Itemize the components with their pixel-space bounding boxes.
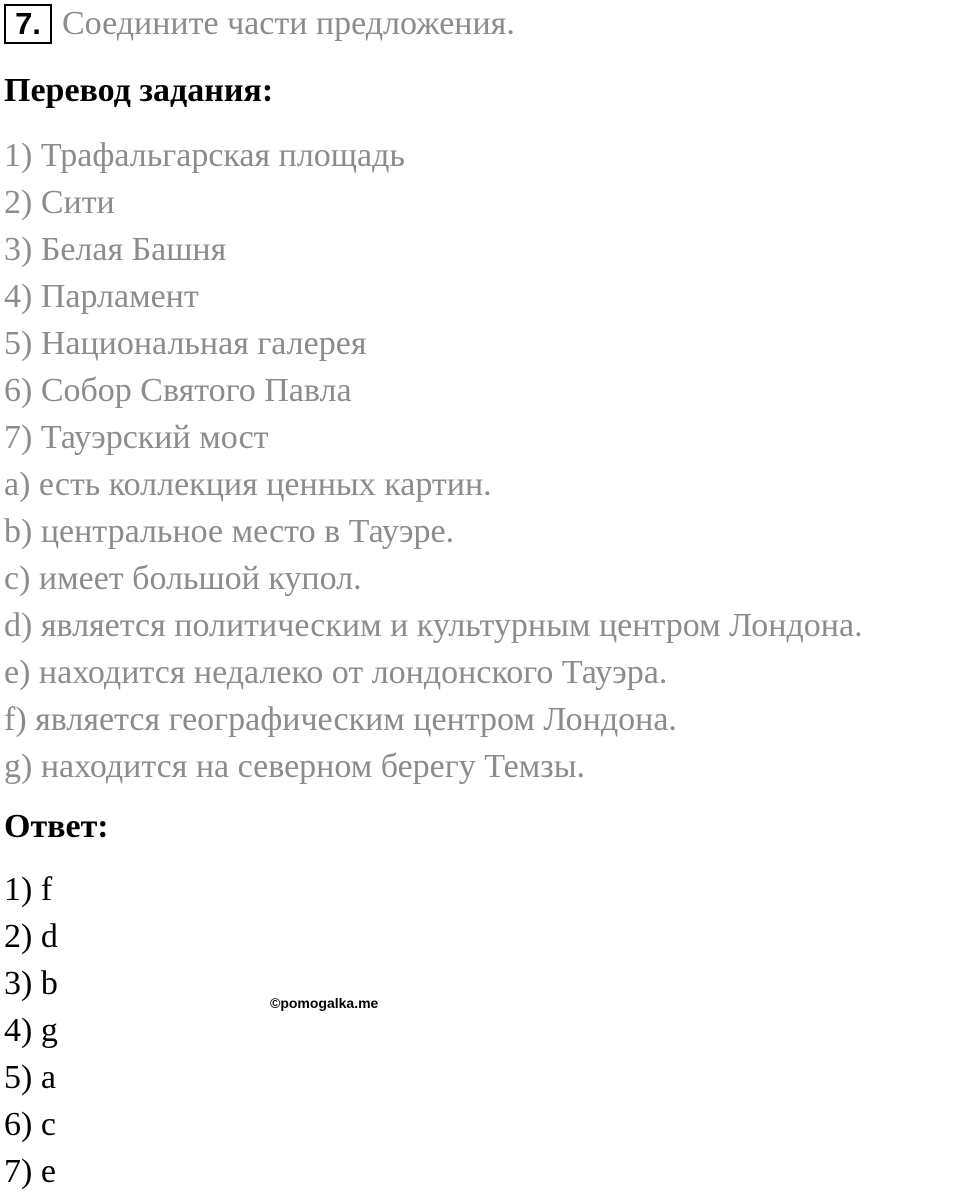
task-instruction: Соедините части предложения. [62, 5, 515, 42]
answer-item: 2) d [4, 918, 58, 955]
translation-list [4, 132, 863, 790]
list-item: 4) Парламент [4, 278, 199, 315]
answer-item: 4) g [4, 1012, 58, 1049]
list-item: 5) Национальная галерея [4, 325, 367, 362]
answer-item: 6) c [4, 1106, 56, 1143]
list-item: 1) Трафальгарская площадь [4, 137, 405, 174]
answer-list [4, 866, 58, 1195]
answer-item: 7) e [4, 1153, 56, 1190]
list-item: f) является географическим центром Лондона. [4, 701, 677, 738]
task-header [4, 4, 515, 44]
list-item: d) является политическим и культурным центром Лондона. [4, 607, 863, 644]
watermark: ©pomogalka.me [270, 995, 379, 1011]
answer-item: 3) b [4, 965, 58, 1002]
answer-item: 1) f [4, 871, 53, 908]
list-item: e) находится недалеко от лондонского Тауэра. [4, 654, 668, 691]
answer-item: 5) a [4, 1059, 56, 1096]
list-item: 6) Собор Святого Павла [4, 372, 352, 409]
list-item: 3) Белая Башня [4, 231, 227, 268]
list-item: 2) Сити [4, 184, 115, 221]
list-item: c) имеет большой купол. [4, 560, 362, 597]
answer-heading: Ответ: [4, 808, 109, 845]
list-item: a) есть коллекция ценных картин. [4, 466, 492, 503]
task-number-badge: 7. [4, 4, 52, 44]
list-item: g) находится на северном берегу Темзы. [4, 748, 586, 785]
translation-heading: Перевод задания: [4, 72, 274, 109]
list-item: 7) Тауэрский мост [4, 419, 269, 456]
list-item: b) центральное место в Тауэре. [4, 513, 455, 550]
